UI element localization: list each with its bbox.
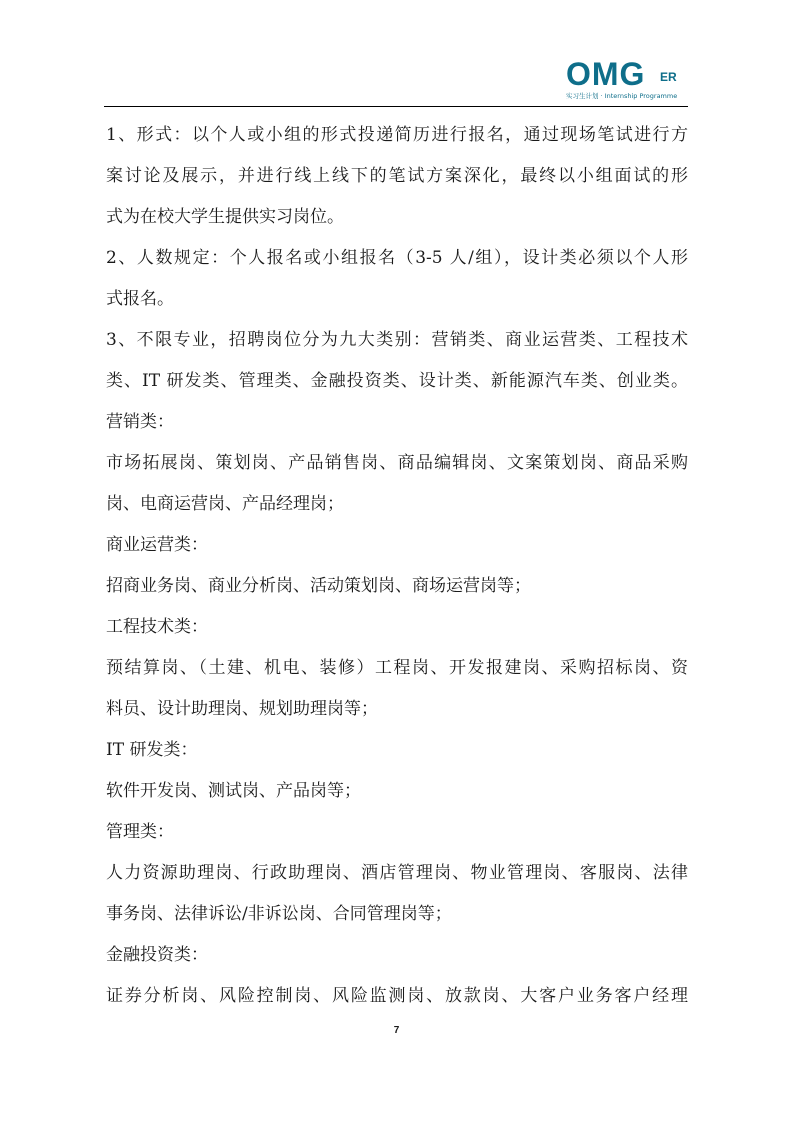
- header-divider: [104, 106, 688, 107]
- logo-tagline: 实习生计划 · Internship Programme: [566, 92, 678, 100]
- page-number: 7: [393, 1025, 400, 1036]
- section-heading: IT 研发类：: [106, 740, 198, 760]
- text-line: 软件开发岗、测试岗、产品岗等；: [106, 781, 361, 801]
- text-line: 料员、设计助理岗、规划助理岗等；: [106, 699, 378, 719]
- section-heading: 商业运营类：: [106, 535, 208, 555]
- text-line: 3、不限专业，招聘岗位分为九大类别：营销类、商业运营类、工程技术: [106, 330, 688, 350]
- text-line: 预结算岗、（土建、机电、装修）工程岗、开发报建岗、采购招标岗、资: [106, 658, 688, 678]
- omger-logo: [566, 58, 684, 104]
- text-line: 证券分析岗、风险控制岗、风险监测岗、放款岗、大客户业务客户经理: [106, 986, 688, 1006]
- logo-er-mark: ER: [660, 70, 677, 84]
- section-heading: 营销类：: [106, 412, 174, 432]
- section-heading: 管理类：: [106, 822, 174, 842]
- text-line: 式报名。: [106, 289, 174, 309]
- text-line: 2、人数规定：个人报名或小组报名（3-5 人/组），设计类必须以个人形: [106, 248, 688, 268]
- text-line: 类、IT 研发类、管理类、金融投资类、设计类、新能源汽车类、创业类。: [106, 371, 688, 391]
- logo-wordmark: OMG: [566, 56, 646, 92]
- body-text: [106, 115, 688, 1017]
- text-line: 市场拓展岗、策划岗、产品销售岗、商品编辑岗、文案策划岗、商品采购: [106, 453, 688, 473]
- text-line: 事务岗、法律诉讼/非诉讼岗、合同管理岗等；: [106, 904, 452, 924]
- text-line: 人力资源助理岗、行政助理岗、酒店管理岗、物业管理岗、客服岗、法律: [106, 863, 688, 883]
- text-line: 式为在校大学生提供实习岗位。: [106, 207, 344, 227]
- text-line: 岗、电商运营岗、产品经理岗；: [106, 494, 344, 514]
- text-line: 招商业务岗、商业分析岗、活动策划岗、商场运营岗等；: [106, 576, 531, 596]
- section-heading: 工程技术类：: [106, 617, 208, 637]
- section-heading: 金融投资类：: [106, 945, 208, 965]
- text-line: 1、形式：以个人或小组的形式投递简历进行报名，通过现场笔试进行方: [106, 125, 688, 145]
- text-line: 案讨论及展示，并进行线上线下的笔试方案深化，最终以小组面试的形: [106, 166, 688, 186]
